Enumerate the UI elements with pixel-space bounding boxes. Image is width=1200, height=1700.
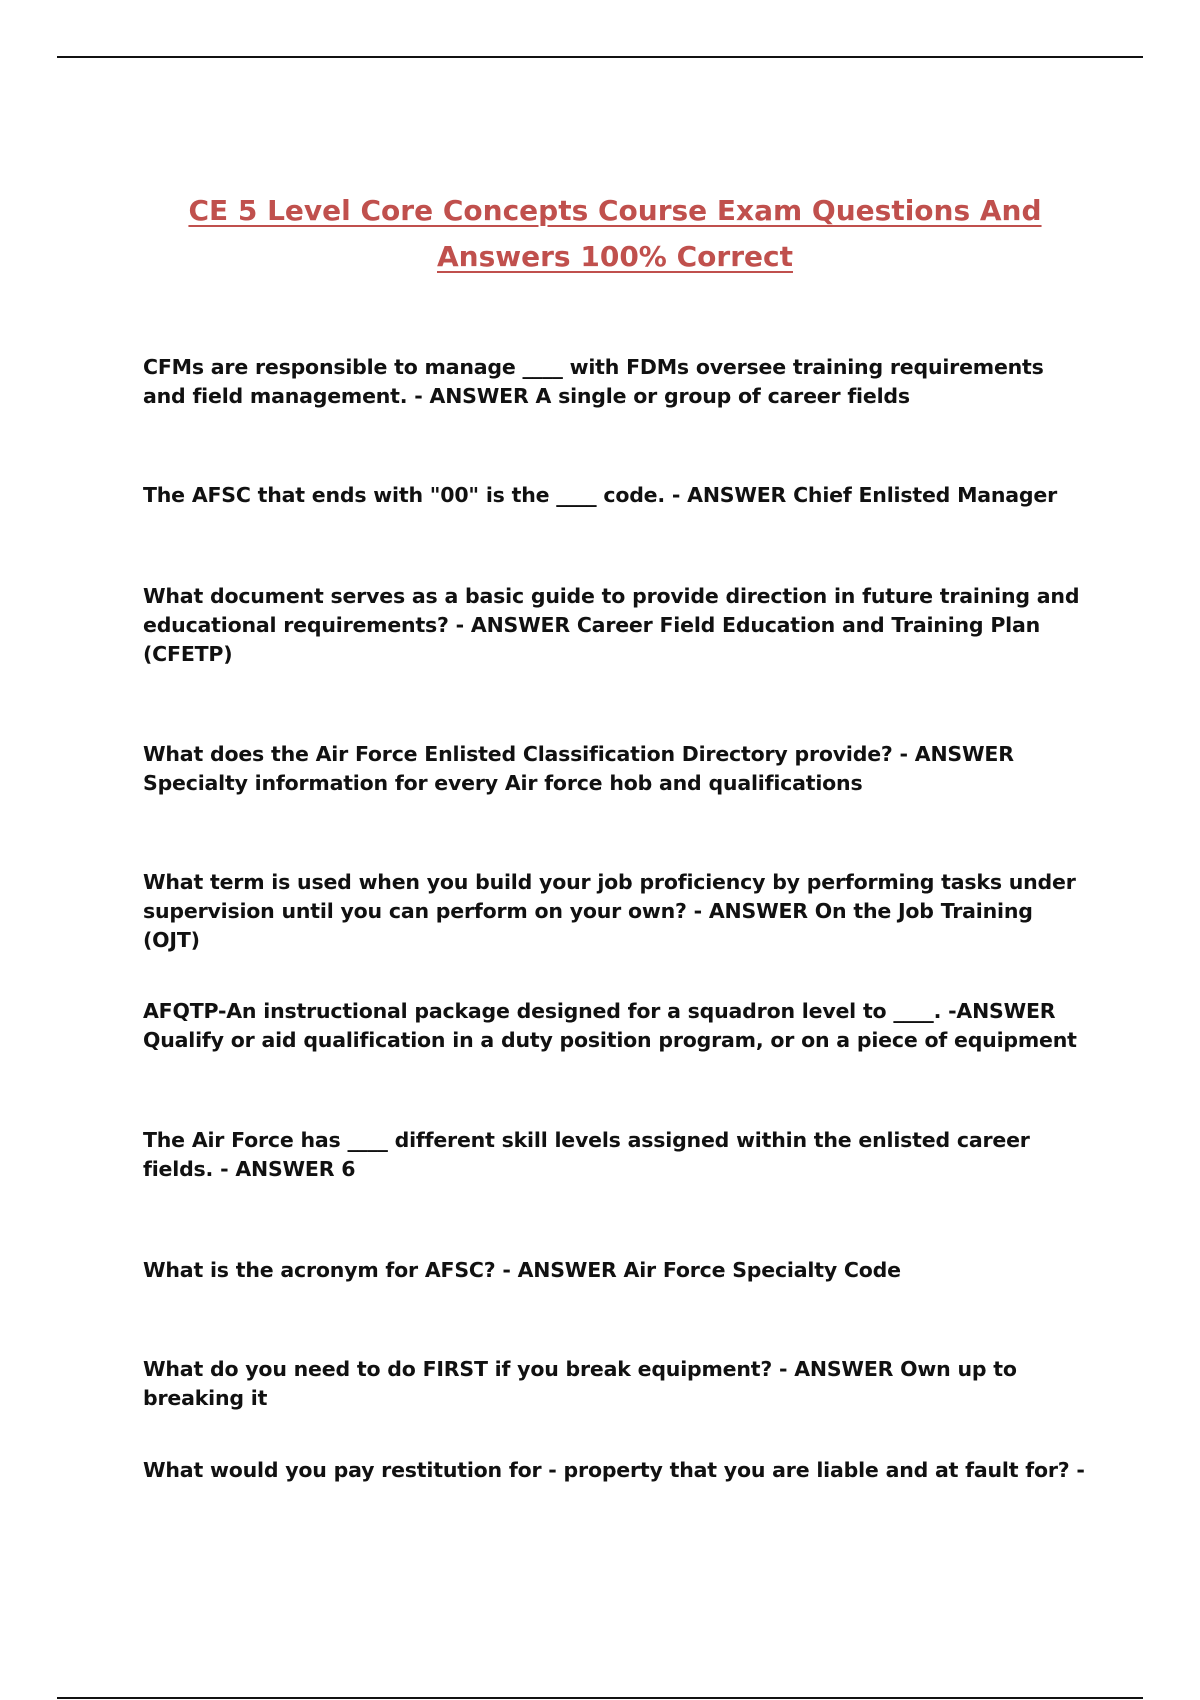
title-line-2: Answers 100% Correct	[437, 240, 793, 273]
qa-item: What term is used when you build your job proficiency by performing tasks under supervision until you can perform on your own? - ANSWER On the Job Training (OJT)	[143, 870, 1076, 952]
qa-item: CFMs are responsible to manage ____ with FDMs oversee training requirements and field management. - ANSWER A single or group of career fields	[143, 355, 1044, 408]
qa-item: What document serves as a basic guide to provide direction in future training and educational requirements? - ANSWER Career Field Education and Training Plan (CFETP)	[143, 584, 1080, 666]
title-line-1: CE 5 Level Core Concepts Course Exam Questions And	[188, 194, 1042, 227]
qa-item: AFQTP-An instructional package designed for a squadron level to ____. -ANSWER Qualify or aid qualification in a duty position program, or on a piece of equipment	[143, 999, 1077, 1052]
qa-item: The Air Force has ____ different skill levels assigned within the enlisted career fields. - ANSWER 6	[143, 1128, 1030, 1181]
bottom-rule	[57, 1697, 1143, 1699]
document-title	[60, 188, 1170, 280]
qa-item: What does the Air Force Enlisted Classification Directory provide? - ANSWER Specialty information for every Air force hob and qualifications	[143, 742, 1014, 795]
qa-item: The AFSC that ends with "00" is the ____ code. - ANSWER Chief Enlisted Manager	[143, 483, 1058, 507]
qa-item: What would you pay restitution for - property that you are liable and at fault for? -	[143, 1458, 1085, 1482]
top-rule	[57, 56, 1143, 58]
qa-item: What is the acronym for AFSC? - ANSWER Air Force Specialty Code	[143, 1258, 901, 1282]
qa-item: What do you need to do FIRST if you break equipment? - ANSWER Own up to breaking it	[143, 1357, 1017, 1410]
